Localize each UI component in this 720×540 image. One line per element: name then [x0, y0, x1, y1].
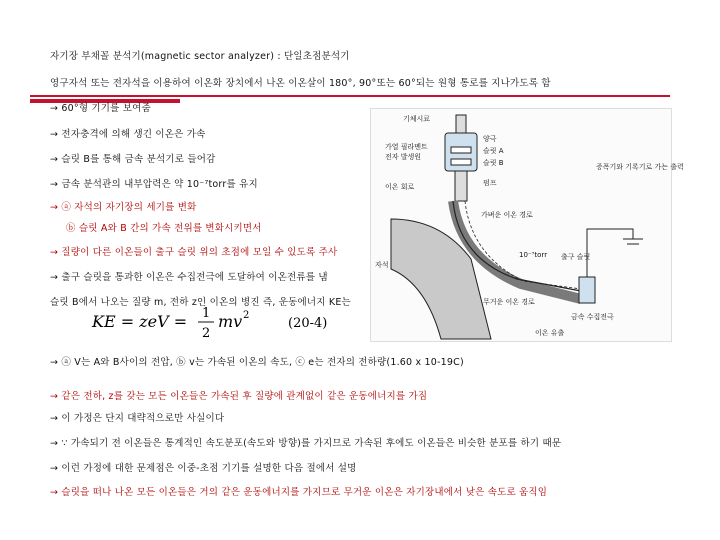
svg-text:출구 슬릿: 출구 슬릿	[561, 253, 591, 261]
text-line-16: → 이런 가정에 대한 문제점은 이중-초점 기기를 설명한 다음 절에서 설명	[50, 463, 357, 474]
mass-spectrometer-diagram	[370, 108, 684, 342]
formula-exponent: 2	[243, 310, 250, 321]
text-line-15: → ∵ 가속되기 전 이온들은 통계적인 속도분포(속도와 방향)를 가지므로 가속된 후에도 이온들은 비슷한 분포를 하기 때문	[50, 438, 562, 449]
svg-text:가벼운 이온 경로: 가벼운 이온 경로	[481, 211, 533, 219]
svg-text:이온 회로: 이온 회로	[385, 183, 415, 191]
text-line-7: → ⓐ 자석의 자기장의 세기를 변화	[50, 202, 197, 213]
formula-rhs: mv	[218, 312, 243, 331]
svg-text:전자 발생원: 전자 발생원	[385, 153, 422, 161]
text-line-10: → 출구 슬릿을 통과한 이온은 수집전극에 도달하여 이온전류를 냄	[50, 272, 328, 283]
ke-equation	[92, 300, 334, 344]
svg-text:무거운 이온 경로: 무거운 이온 경로	[483, 298, 535, 306]
text-line-8: ⓑ 슬릿 A와 B 간의 가속 전위를 변화시키면서	[66, 223, 262, 234]
svg-text:증폭기와 기록기로 가는 출력: 증폭기와 기록기로 가는 출력	[596, 163, 684, 171]
formula-numerator: 1	[202, 306, 211, 321]
text-line-13: → 같은 전하, z를 갖는 모든 이온들은 가속된 후 질량에 관계없이 같은 운동에너지를 가짐	[50, 391, 428, 402]
svg-text:슬릿 A: 슬릿 A	[483, 147, 504, 155]
svg-text:펌프: 펌프	[483, 179, 497, 187]
text-line-2: 영구자석 또는 전자석을 이용하여 이온화 장치에서 나온 이온살이 180°, 90°또는 60°되는 원형 통로를 지나가도록 함	[50, 78, 551, 89]
text-line-3: → 60°형 기기를 보여줌	[50, 103, 151, 114]
formula-denominator: 2	[202, 326, 211, 341]
svg-text:기체시료: 기체시료	[403, 115, 431, 123]
svg-text:양극: 양극	[483, 135, 497, 143]
svg-text:이온 유출: 이온 유출	[535, 329, 565, 337]
text-line-4: → 전자충격에 의해 생긴 이온은 가속	[50, 129, 206, 140]
svg-text:금속 수집전극: 금속 수집전극	[571, 313, 614, 321]
text-line-5: → 슬릿 B를 통해 금속 분석기로 들어감	[50, 154, 216, 165]
svg-text:슬릿 B: 슬릿 B	[483, 159, 504, 167]
text-line-17: → 슬릿을 떠나 나온 모든 이온들은 거의 같은 운동에너지를 가지므로 무거운 이온은 자기장내에서 낮은 속도로 움직임	[50, 487, 548, 498]
text-line-1: 자기장 부채꼴 분석기(magnetic sector analyzer) : 단일초점분석기	[50, 51, 350, 62]
equation-number: (20-4)	[288, 316, 328, 331]
text-line-11: 슬릿 B에서 나오는 질량 m, 전하 z인 이온의 병진 즉, 운동에너지 KE는	[50, 297, 351, 308]
svg-text:가열 필라멘트: 가열 필라멘트	[385, 143, 428, 151]
accent-bar	[30, 95, 670, 97]
svg-text:자석: 자석	[375, 261, 389, 269]
text-line-6: → 금속 분석관의 내부압력은 약 10⁻⁷torr를 유지	[50, 179, 258, 190]
formula-lhs: KE = zeV =	[92, 312, 188, 331]
text-line-14: → 이 가정은 단지 대략적으로만 사실이다	[50, 413, 225, 424]
svg-text:10⁻⁷torr: 10⁻⁷torr	[519, 251, 548, 259]
text-line-12: → ⓐ V는 A와 B사이의 전압, ⓑ v는 가속된 이온의 속도, ⓒ e는 전자의 전하량(1.60 x 10-19C)	[50, 357, 464, 368]
text-line-9: → 질량이 다른 이온들이 출구 슬릿 위의 초점에 모일 수 있도록 주사	[50, 247, 338, 258]
